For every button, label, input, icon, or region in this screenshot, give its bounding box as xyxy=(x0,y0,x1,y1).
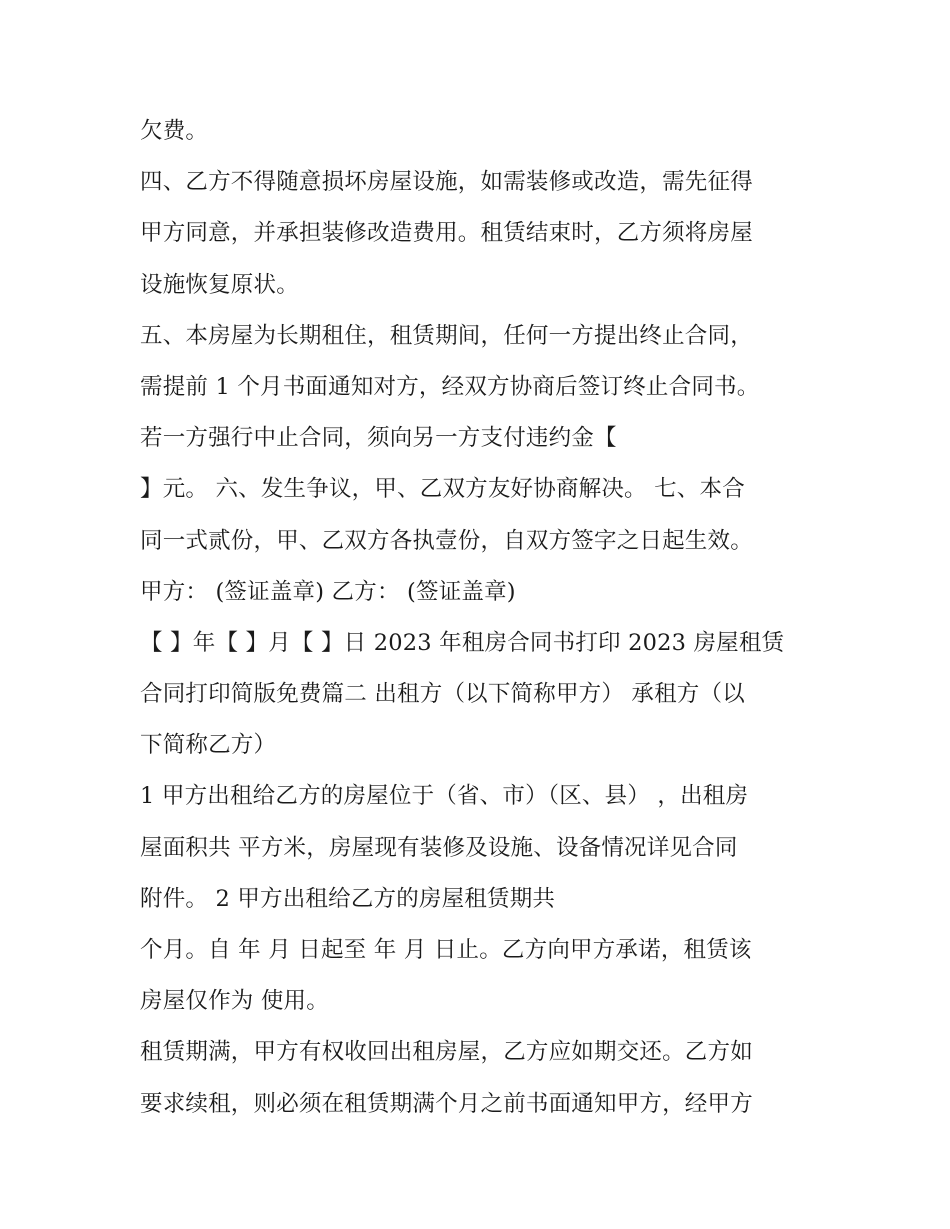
text-line: 1 甲方出租给乙方的房屋位于（省、市）（区、县） ，出租房 xyxy=(140,783,749,810)
text-line: 房屋仅作为 使用。 xyxy=(140,988,329,1015)
text-line: 【 】年【 】月【 】日 2023 年租房合同书打印 2023 房屋租赁 xyxy=(140,629,785,656)
text-line: 同一式贰份，甲、乙双方各执壹份，自双方签字之日起生效。 xyxy=(140,527,753,554)
text-line: 附件。 2 甲方出租给乙方的房屋租赁期共 xyxy=(140,885,556,912)
text-line: 屋面积共 平方米，房屋现有装修及设施、设备情况详见合同 xyxy=(140,834,738,861)
text-line: 四、乙方不得随意损坏房屋设施，如需装修或改造，需先征得 xyxy=(140,169,753,196)
text-line: 若一方强行中止合同，须向另一方支付违约金【 xyxy=(140,425,617,452)
document-body xyxy=(140,106,820,1130)
text-line: 个月。自 年 月 日起至 年 月 日止。乙方向甲方承诺，租赁该 xyxy=(140,937,752,963)
text-line: 租赁期满，甲方有权收回出租房屋，乙方应如期交还。乙方如 xyxy=(140,1039,753,1066)
text-line: 设施恢复原状。 xyxy=(140,271,299,298)
text-line: 合同打印简版免费篇二 出租方（以下简称甲方） 承租方（以 xyxy=(140,681,745,708)
text-line: 甲方同意，并承担装修改造费用。租赁结束时，乙方须将房屋 xyxy=(140,220,753,247)
text-line: 甲方： (签证盖章) 乙方： (签证盖章) xyxy=(140,578,516,605)
text-line: 下简称乙方） xyxy=(140,732,277,759)
text-line: 五、本房屋为长期租住，租赁期间，任何一方提出终止合同， xyxy=(140,322,753,349)
text-line: 要求续租，则必须在租赁期满个月之前书面通知甲方，经甲方 xyxy=(140,1090,753,1117)
text-line: 欠费。 xyxy=(140,118,209,144)
text-line: 需提前 1 个月书面通知对方，经双方协商后签订终止合同书。 xyxy=(140,373,760,400)
text-line: 】元。 六、发生争议，甲、乙双方友好协商解决。 七、本合 xyxy=(140,476,745,503)
